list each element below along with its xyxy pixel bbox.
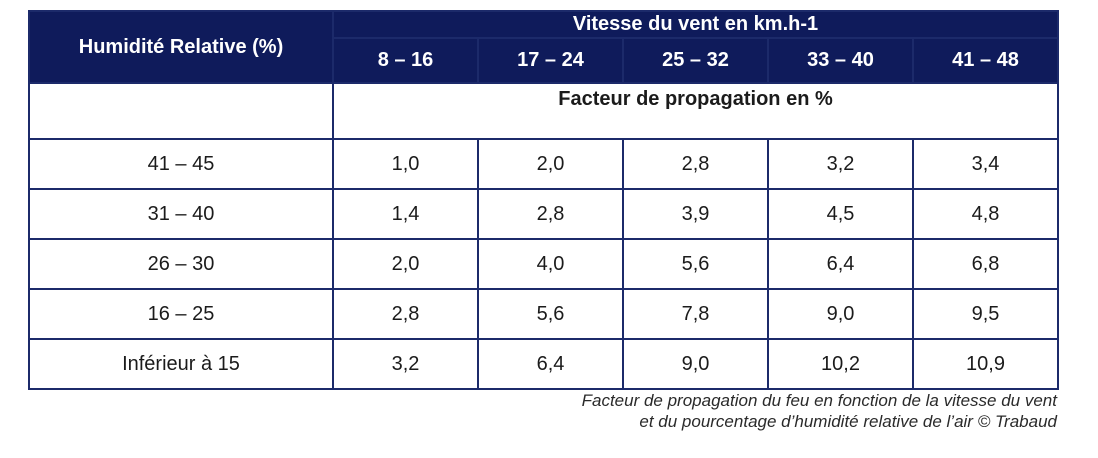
humidity-cell: 26 – 30 xyxy=(29,239,333,289)
value-cell: 10,2 xyxy=(768,339,913,389)
wind-range-header: 33 – 40 xyxy=(768,38,913,83)
caption-line-1: Facteur de propagation du feu en fonction de la vitesse du vent xyxy=(581,391,1057,410)
value-cell: 7,8 xyxy=(623,289,768,339)
value-cell: 1,0 xyxy=(333,139,478,189)
value-cell: 1,4 xyxy=(333,189,478,239)
humidity-cell: 16 – 25 xyxy=(29,289,333,339)
wind-range-header: 41 – 48 xyxy=(913,38,1058,83)
value-cell: 10,9 xyxy=(913,339,1058,389)
value-cell: 3,4 xyxy=(913,139,1058,189)
value-cell: 9,5 xyxy=(913,289,1058,339)
humidity-column-header: Humidité Relative (%) xyxy=(29,11,333,83)
value-cell: 6,4 xyxy=(478,339,623,389)
value-cell: 9,0 xyxy=(623,339,768,389)
value-cell: 3,2 xyxy=(333,339,478,389)
value-cell: 4,8 xyxy=(913,189,1058,239)
humidity-cell: 31 – 40 xyxy=(29,189,333,239)
header-row-top xyxy=(29,11,1058,38)
subheader-row xyxy=(29,83,1058,139)
wind-range-header: 17 – 24 xyxy=(478,38,623,83)
wind-range-header: 8 – 16 xyxy=(333,38,478,83)
propagation-table xyxy=(28,10,1059,390)
value-cell: 4,0 xyxy=(478,239,623,289)
value-cell: 3,2 xyxy=(768,139,913,189)
table-row xyxy=(29,239,1058,289)
humidity-cell: 41 – 45 xyxy=(29,139,333,189)
value-cell: 4,5 xyxy=(768,189,913,239)
table-row xyxy=(29,339,1058,389)
value-cell: 2,0 xyxy=(478,139,623,189)
value-cell: 2,0 xyxy=(333,239,478,289)
value-cell: 6,4 xyxy=(768,239,913,289)
value-cell: 5,6 xyxy=(478,289,623,339)
value-cell: 2,8 xyxy=(623,139,768,189)
value-cell: 3,9 xyxy=(623,189,768,239)
wind-range-header: 25 – 32 xyxy=(623,38,768,83)
caption-line-2: et du pourcentage d’humidité relative de l’air © Trabaud xyxy=(639,412,1057,431)
wind-speed-header: Vitesse du vent en km.h-1 xyxy=(333,11,1058,38)
table-row xyxy=(29,289,1058,339)
value-cell: 9,0 xyxy=(768,289,913,339)
humidity-cell: Inférieur à 15 xyxy=(29,339,333,389)
value-cell: 2,8 xyxy=(478,189,623,239)
table-row xyxy=(29,139,1058,189)
value-cell: 5,6 xyxy=(623,239,768,289)
table-wrapper xyxy=(28,10,1057,390)
value-cell: 6,8 xyxy=(913,239,1058,289)
table-caption xyxy=(582,390,1057,432)
value-cell: 2,8 xyxy=(333,289,478,339)
propagation-subheader: Facteur de propagation en % xyxy=(333,83,1058,139)
empty-cell xyxy=(29,83,333,139)
table-row xyxy=(29,189,1058,239)
